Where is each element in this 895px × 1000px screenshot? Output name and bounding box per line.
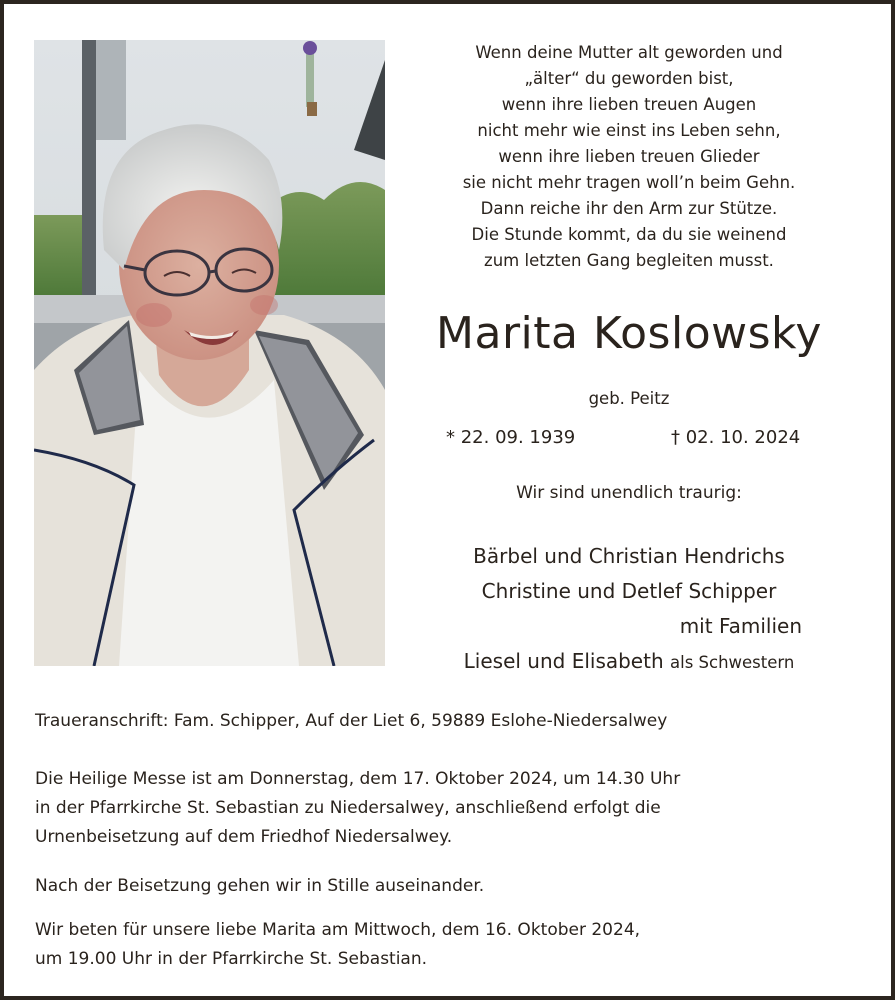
cross-icon: † (671, 427, 680, 448)
prayer-line: Wir beten für unsere liebe Marita am Mittwoch, dem 16. Oktober 2024, (35, 920, 641, 940)
mourner-line (409, 644, 849, 680)
poem-line: Die Stunde kommt, da du sie weinend (471, 225, 787, 244)
poem-line: „älter“ du geworden bist, (524, 69, 734, 88)
mourner-line: mit Familien (679, 614, 802, 638)
mourner-names: Liesel und Elisabeth (463, 649, 664, 673)
poem-line: Wenn deine Mutter alt geworden und (475, 43, 783, 62)
death-date-value: 02. 10. 2024 (685, 427, 801, 448)
star-icon: * (446, 427, 455, 448)
after-burial-line: Nach der Beisetzung gehen wir in Stille auseinander. (35, 876, 485, 896)
maiden-name: geb. Peitz (588, 389, 670, 408)
mourning-address (35, 707, 875, 736)
mass-line: in der Pfarrkirche St. Sebastian zu Niedersalwey, anschließend erfolgt die (35, 798, 661, 818)
poem-line: Dann reiche ihr den Arm zur Stütze. (480, 199, 778, 218)
address-line: Traueranschrift: Fam. Schipper, Auf der Liet 6, 59889 Eslohe-Niedersalwey (35, 711, 668, 731)
mourner-line: Christine und Detlef Schipper (481, 579, 777, 603)
after-burial-note (35, 872, 875, 901)
poem (409, 40, 849, 274)
birth-date (446, 424, 575, 452)
mass-line: Urnenbeisetzung auf dem Friedhof Niedersalwey. (35, 827, 453, 847)
mass-line: Die Heilige Messe ist am Donnerstag, dem 17. Oktober 2024, um 14.30 Uhr (35, 769, 681, 789)
portrait-photo (34, 40, 385, 666)
mourner-line: Bärbel und Christian Hendrichs (473, 544, 785, 568)
poem-line: wenn ihre lieben treuen Glieder (498, 147, 760, 166)
poem-line: nicht mehr wie einst ins Leben sehn, (477, 121, 781, 140)
prayer-line: um 19.00 Uhr in der Pfarrkirche St. Sebastian. (35, 949, 428, 969)
prayer-info (35, 916, 875, 974)
grief-line: Wir sind unendlich traurig: (516, 483, 742, 503)
poem-line: sie nicht mehr tragen woll’n beim Gehn. (462, 173, 796, 192)
poem-line: wenn ihre lieben treuen Augen (501, 95, 757, 114)
death-date (671, 424, 800, 452)
mourners (409, 539, 849, 680)
mass-info (35, 765, 875, 852)
deceased-name: Marita Koslowsky (436, 308, 822, 359)
mourner-relation: als Schwestern (670, 653, 795, 672)
birth-date-value: 22. 09. 1939 (460, 427, 576, 448)
poem-line: zum letzten Gang begleiten musst. (484, 251, 774, 270)
